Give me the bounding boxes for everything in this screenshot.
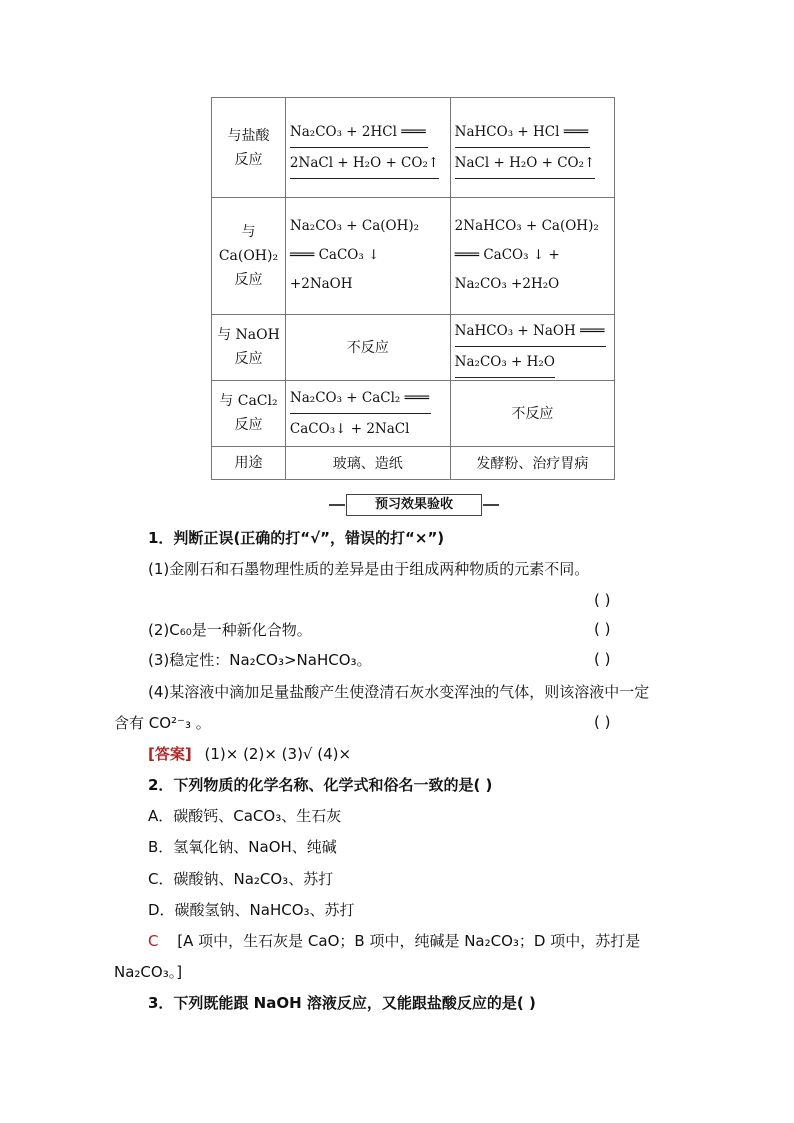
q2-title: 2．下列物质的化学名称、化学式和俗名一致的是( ) bbox=[148, 776, 493, 794]
cell-na2co3-cacl2: Na₂CO₃ + CaCl₂ ═══ CaCO₃↓ + 2NaCl bbox=[285, 380, 450, 446]
q1-paren-3: ( ) bbox=[594, 650, 611, 668]
cell-nahco3-usage: 发酵粉、治疗胃病 bbox=[450, 446, 614, 479]
q1-paren-1: ( ) bbox=[594, 591, 611, 609]
q2-option-d: D．碳酸氢钠、NaHCO₃、苏打 bbox=[148, 901, 355, 919]
cell-nahco3-naoh: NaHCO₃ + NaOH ═══ Na₂CO₃ + H₂O bbox=[450, 314, 614, 380]
comparison-table bbox=[211, 97, 615, 480]
q1-item-4: (4)某溶液中滴加足量盐酸产生使澄清石灰水变浑浊的气体，则该溶液中一定 bbox=[148, 683, 650, 701]
cell-na2co3-caoh2: Na₂CO₃ + Ca(OH)₂ ═══ CaCO₃ ↓ +2NaOH bbox=[285, 198, 450, 314]
q2-option-a: A．碳酸钙、CaCO₃、生石灰 bbox=[148, 807, 342, 825]
answer-text: (1)× (2)× (3)√ (4)× bbox=[204, 745, 352, 763]
q1-paren-4: ( ) bbox=[594, 713, 611, 731]
q1-answer bbox=[148, 744, 351, 764]
cell-na2co3-naoh: 不反应 bbox=[285, 314, 450, 380]
row-head-usage: 用途 bbox=[212, 446, 286, 479]
q2-explain-line2: Na₂CO₃。] bbox=[114, 963, 183, 981]
q2-explain-line1: [A 项中，生石灰是 CaO；B 项中，纯碱是 Na₂CO₃；D 项中，苏打是 bbox=[177, 932, 641, 950]
cell-na2co3-usage: 玻璃、造纸 bbox=[285, 446, 450, 479]
q1-item-2: (2)C₆₀是一种新化合物。 bbox=[148, 621, 312, 639]
q2-option-b: B．氢氧化钠、NaOH、纯碱 bbox=[148, 838, 337, 856]
cell-nahco3-hcl: NaHCO₃ + HCl ═══ NaCl + H₂O + CO₂↑ bbox=[450, 98, 614, 198]
row-head-naoh: 与 NaOH 反应 bbox=[212, 314, 286, 380]
answer-tag: [答案] bbox=[148, 745, 192, 763]
row-head-caoh2: 与Ca(OH)₂ 反应 bbox=[212, 198, 286, 314]
cell-nahco3-caoh2: 2NaHCO₃ + Ca(OH)₂ ═══ CaCO₃ ↓ + Na₂CO₃ +2H₂O bbox=[450, 198, 614, 314]
q1-paren-2: ( ) bbox=[594, 620, 611, 638]
section-title: 预习效果验收 bbox=[346, 494, 482, 516]
q1-title: 1．判断正误(正确的打“√”，错误的打“×”) bbox=[148, 529, 445, 547]
q1-item-3: (3)稳定性：Na₂CO₃>NaHCO₃。 bbox=[148, 651, 372, 669]
cell-na2co3-hcl: Na₂CO₃ + 2HCl ═══ 2NaCl + H₂O + CO₂↑ bbox=[285, 98, 450, 198]
cell-nahco3-cacl2: 不反应 bbox=[450, 380, 614, 446]
q2-option-c: C．碳酸钠、Na₂CO₃、苏打 bbox=[148, 870, 334, 888]
row-head-hcl: 与盐酸 反应 bbox=[212, 98, 286, 198]
q1-item-1: (1)金刚石和石墨物理性质的差异是由于组成两种物质的元素不同。 bbox=[148, 560, 590, 578]
q2-explanation bbox=[148, 931, 640, 951]
q3-title: 3．下列既能跟 NaOH 溶液反应，又能跟盐酸反应的是( ) bbox=[148, 994, 536, 1012]
q1-item-4-cont: 含有 CO²⁻₃ 。 bbox=[114, 714, 211, 732]
row-head-cacl2: 与 CaCl₂ 反应 bbox=[212, 380, 286, 446]
q2-answer-letter: C bbox=[148, 932, 159, 950]
